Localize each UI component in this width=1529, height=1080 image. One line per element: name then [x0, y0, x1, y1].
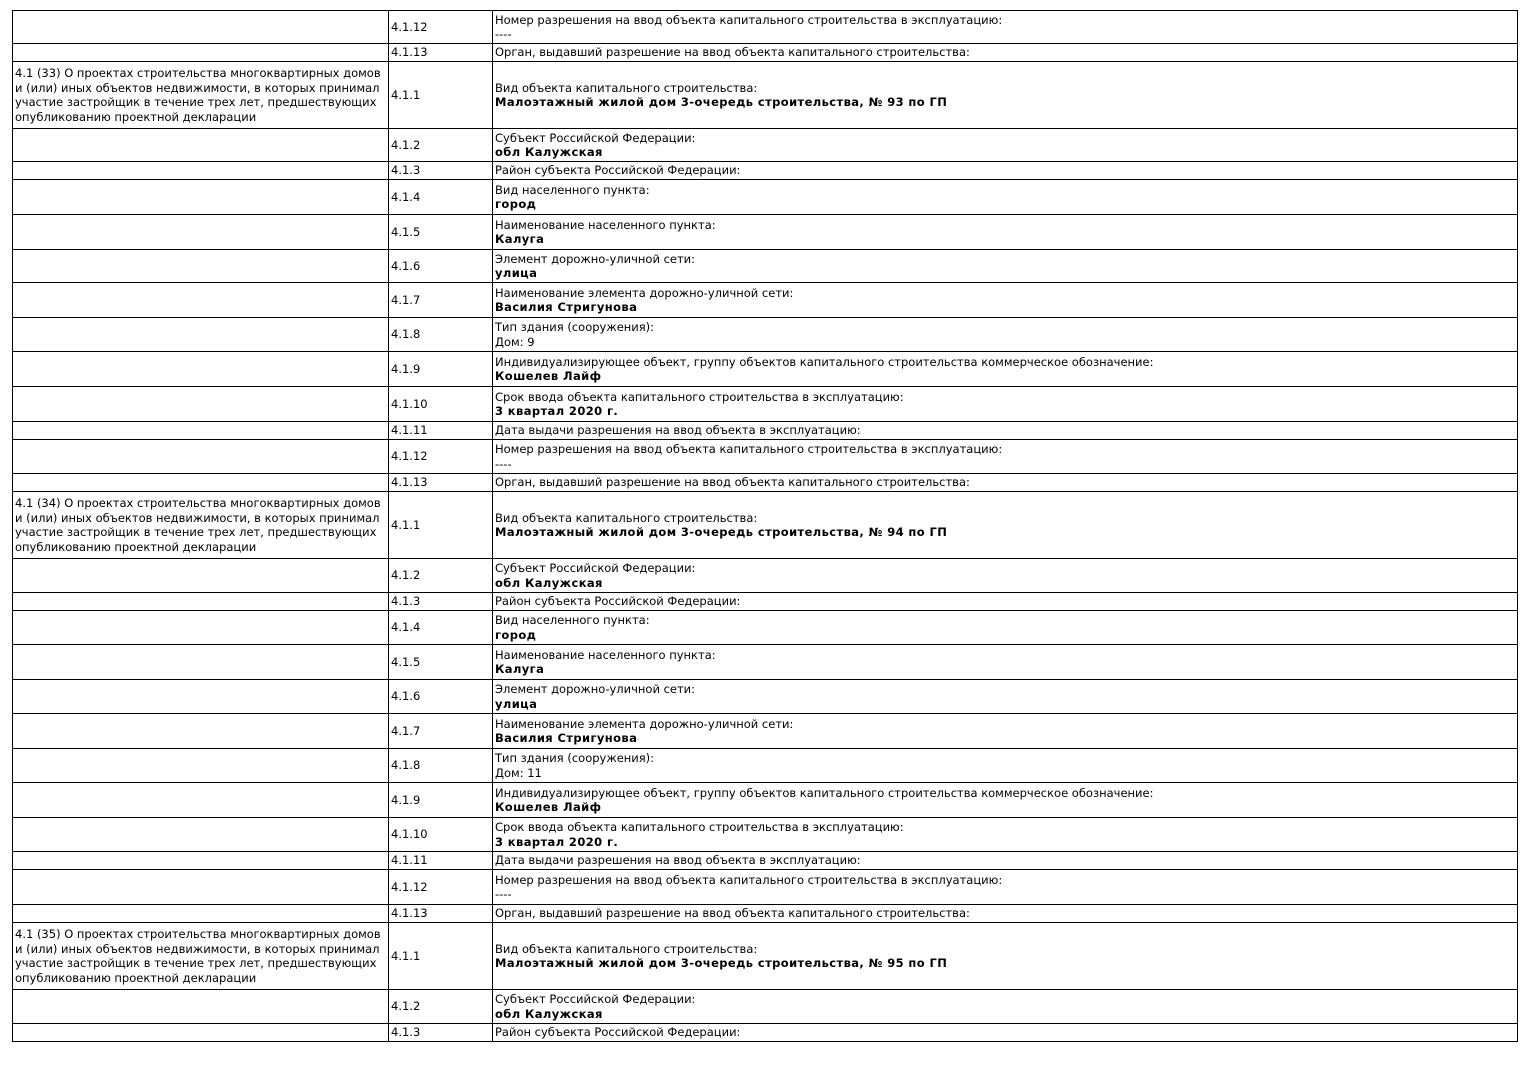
section-cell [13, 559, 389, 593]
table-row [13, 352, 1518, 387]
table-row [13, 990, 1518, 1024]
item-number: 4.1.7 [391, 292, 421, 307]
item-number-cell [389, 44, 493, 62]
table-row [13, 680, 1518, 714]
item-number: 4.1.7 [391, 723, 421, 738]
item-label: Орган, выдавший разрешение на ввод объекта капитального строительства: [495, 475, 970, 490]
item-number: 4.1.11 [391, 423, 428, 438]
item-label: Вид объекта капитального строительства: [495, 941, 758, 956]
item-value: Калуга [495, 232, 545, 246]
item-number-cell [389, 440, 493, 474]
item-label: Район субъекта Российской Федерации: [495, 163, 741, 178]
item-number-cell [389, 215, 493, 250]
item-content-cell [493, 714, 1518, 749]
item-label: Тип здания (сооружения): [495, 751, 655, 765]
item-label: Срок ввода объекта капитального строительства в эксплуатацию: [495, 389, 904, 404]
table-row [13, 749, 1518, 783]
table-row [13, 62, 1518, 129]
section-cell [13, 352, 389, 387]
section-cell [13, 11, 389, 44]
item-value: улица [495, 696, 538, 711]
item-content-cell [493, 492, 1518, 559]
table-row [13, 645, 1518, 680]
item-label: Вид населенного пункта: [495, 182, 650, 197]
item-number-cell [389, 11, 493, 44]
item-value: ---- [495, 27, 512, 41]
item-content-cell [493, 62, 1518, 129]
item-number-cell [389, 1024, 493, 1042]
item-label: Элемент дорожно-уличной сети: [495, 682, 696, 696]
table-row [13, 283, 1518, 318]
section-cell [13, 62, 389, 129]
item-number-cell [389, 559, 493, 593]
section-cell [13, 990, 389, 1024]
item-number-cell [389, 474, 493, 492]
section-cell [13, 714, 389, 749]
section-cell [13, 318, 389, 352]
item-number: 4.1.1 [391, 517, 421, 532]
item-number-cell [389, 783, 493, 818]
item-number-cell [389, 714, 493, 749]
item-value: 3 квартал 2020 г. [495, 404, 619, 418]
item-label: Орган, выдавший разрешение на ввод объекта капитального строительства: [495, 906, 970, 921]
item-content-cell [493, 129, 1518, 162]
item-label: Район субъекта Российской Федерации: [495, 1025, 741, 1040]
item-number-cell [389, 250, 493, 283]
item-number-cell [389, 283, 493, 318]
table-row [13, 492, 1518, 559]
section-cell [13, 680, 389, 714]
item-number-cell [389, 923, 493, 990]
item-number-cell [389, 129, 493, 162]
table-row [13, 129, 1518, 162]
section-cell [13, 1024, 389, 1042]
table-row [13, 593, 1518, 611]
item-number-cell [389, 645, 493, 680]
section-cell [13, 818, 389, 852]
item-label: Дата выдачи разрешения на ввод объекта в эксплуатацию: [495, 853, 861, 868]
item-number: 4.1.1 [391, 948, 421, 963]
item-value: Василия Стригунова [495, 731, 638, 745]
item-value: обл Калужская [495, 575, 603, 590]
item-number-cell [389, 352, 493, 387]
item-content-cell [493, 250, 1518, 283]
item-number: 4.1.3 [391, 163, 421, 178]
item-value: Кошелев Лайф [495, 369, 602, 383]
item-label: Наименование элемента дорожно-уличной сети: [495, 716, 794, 731]
table-row [13, 818, 1518, 852]
section-cell [13, 905, 389, 923]
section-cell [13, 44, 389, 62]
table-row [13, 852, 1518, 870]
item-content-cell [493, 905, 1518, 923]
declaration-table-body [13, 11, 1518, 1042]
item-number: 4.1.13 [391, 45, 428, 60]
item-label: Вид населенного пункта: [495, 613, 650, 627]
section-cell [13, 645, 389, 680]
item-number-cell [389, 749, 493, 783]
section-cell [13, 180, 389, 215]
table-row [13, 11, 1518, 44]
table-row [13, 44, 1518, 62]
item-number-cell [389, 990, 493, 1024]
item-content-cell [493, 923, 1518, 990]
item-value: ---- [495, 887, 512, 901]
item-content-cell [493, 645, 1518, 680]
item-label: Субъект Российской Федерации: [495, 130, 696, 145]
item-number-cell [389, 818, 493, 852]
table-row [13, 318, 1518, 352]
section-cell [13, 215, 389, 250]
item-number: 4.1.3 [391, 1025, 421, 1040]
item-number-cell [389, 318, 493, 352]
section-title: 4.1 (35) О проектах строительства многоквартирных домов и (или) иных объектов недвижимости, в которых принимал участие застройщик в течение трех лет, предшествующих опубликованию проектной декларации [15, 927, 381, 985]
item-label: Элемент дорожно-уличной сети: [495, 251, 696, 266]
section-cell [13, 783, 389, 818]
item-value: Дом: 9 [495, 334, 535, 349]
item-label: Наименование населенного пункта: [495, 647, 716, 662]
item-content-cell [493, 180, 1518, 215]
item-number: 4.1.6 [391, 689, 421, 704]
item-label: Индивидуализирующее объект, группу объектов капитального строительства коммерческое обозначение: [495, 354, 1154, 369]
item-label: Тип здания (сооружения): [495, 320, 655, 334]
table-row [13, 474, 1518, 492]
section-cell [13, 250, 389, 283]
item-number-cell [389, 680, 493, 714]
section-cell [13, 162, 389, 180]
section-cell [13, 283, 389, 318]
item-value: 3 квартал 2020 г. [495, 834, 619, 849]
item-content-cell [493, 352, 1518, 387]
item-number: 4.1.10 [391, 396, 428, 411]
table-row [13, 1024, 1518, 1042]
item-value: Кошелев Лайф [495, 800, 602, 814]
section-cell [13, 129, 389, 162]
item-label: Вид объекта капитального строительства: [495, 510, 758, 525]
item-number-cell [389, 905, 493, 923]
item-content-cell [493, 611, 1518, 645]
table-row [13, 387, 1518, 422]
item-label: Номер разрешения на ввод объекта капитального строительства в эксплуатацию: [495, 442, 1003, 456]
item-number: 4.1.9 [391, 361, 421, 376]
item-number: 4.1.4 [391, 189, 421, 204]
item-value: Калуга [495, 662, 545, 676]
item-content-cell [493, 559, 1518, 593]
item-label: Вид объекта капитального строительства: [495, 80, 758, 95]
item-number: 4.1.5 [391, 224, 421, 239]
item-label: Наименование населенного пункта: [495, 217, 716, 232]
item-number: 4.1.8 [391, 327, 421, 342]
item-content-cell [493, 11, 1518, 44]
item-content-cell [493, 387, 1518, 422]
item-number-cell [389, 593, 493, 611]
item-label: Район субъекта Российской Федерации: [495, 594, 741, 609]
item-number-cell [389, 62, 493, 129]
table-row [13, 180, 1518, 215]
item-number: 4.1.12 [391, 879, 428, 894]
item-value: Малоэтажный жилой дом 3-очередь строительства, № 94 по ГП [495, 525, 948, 539]
item-content-cell [493, 1024, 1518, 1042]
item-number: 4.1.10 [391, 827, 428, 842]
item-content-cell [493, 440, 1518, 474]
table-row [13, 870, 1518, 905]
item-label: Субъект Российской Федерации: [495, 992, 696, 1006]
item-number: 4.1.12 [391, 19, 428, 34]
item-value: город [495, 627, 537, 642]
section-cell [13, 387, 389, 422]
table-row [13, 215, 1518, 250]
item-number: 4.1.13 [391, 475, 428, 490]
item-content-cell [493, 818, 1518, 852]
item-label: Срок ввода объекта капитального строительства в эксплуатацию: [495, 820, 904, 834]
table-row [13, 559, 1518, 593]
item-value: город [495, 197, 537, 211]
item-number-cell [389, 870, 493, 905]
table-row [13, 422, 1518, 440]
table-row [13, 714, 1518, 749]
item-number: 4.1.2 [391, 568, 421, 583]
section-cell [13, 492, 389, 559]
item-number: 4.1.4 [391, 620, 421, 635]
item-label: Субъект Российской Федерации: [495, 561, 696, 575]
table-row [13, 905, 1518, 923]
item-number: 4.1.2 [391, 137, 421, 152]
item-value: Василия Стригунова [495, 300, 638, 314]
section-title: 4.1 (34) О проектах строительства многоквартирных домов и (или) иных объектов недвижимости, в которых принимал участие застройщик в течение трех лет, предшествующих опубликованию проектной декларации [15, 496, 381, 554]
item-number-cell [389, 180, 493, 215]
item-label: Орган, выдавший разрешение на ввод объекта капитального строительства: [495, 45, 970, 60]
section-cell [13, 474, 389, 492]
item-content-cell [493, 593, 1518, 611]
item-number: 4.1.2 [391, 999, 421, 1014]
item-number: 4.1.1 [391, 87, 421, 102]
section-cell [13, 852, 389, 870]
item-number: 4.1.8 [391, 758, 421, 773]
item-number-cell [389, 611, 493, 645]
item-content-cell [493, 680, 1518, 714]
table-row [13, 783, 1518, 818]
item-label: Номер разрешения на ввод объекта капитального строительства в эксплуатацию: [495, 12, 1003, 27]
item-content-cell [493, 474, 1518, 492]
item-number: 4.1.13 [391, 906, 428, 921]
item-number-cell [389, 387, 493, 422]
section-title: 4.1 (33) О проектах строительства многоквартирных домов и (или) иных объектов недвижимости, в которых принимал участие застройщик в течение трех лет, предшествующих опубликованию проектной декларации [15, 66, 381, 124]
item-content-cell [493, 990, 1518, 1024]
item-content-cell [493, 215, 1518, 250]
table-row [13, 923, 1518, 990]
item-number-cell [389, 422, 493, 440]
section-cell [13, 422, 389, 440]
table-row [13, 611, 1518, 645]
item-value: Малоэтажный жилой дом 3-очередь строительства, № 95 по ГП [495, 956, 948, 970]
item-value: обл Калужская [495, 145, 603, 159]
item-content-cell [493, 870, 1518, 905]
item-label: Дата выдачи разрешения на ввод объекта в эксплуатацию: [495, 423, 861, 438]
section-cell [13, 923, 389, 990]
item-value: улица [495, 266, 538, 280]
item-content-cell [493, 749, 1518, 783]
item-content-cell [493, 318, 1518, 352]
item-value: обл Калужская [495, 1006, 603, 1021]
item-number: 4.1.6 [391, 258, 421, 273]
item-label: Наименование элемента дорожно-уличной сети: [495, 285, 794, 300]
item-label: Номер разрешения на ввод объекта капитального строительства в эксплуатацию: [495, 872, 1003, 887]
item-value: ---- [495, 456, 512, 471]
item-number: 4.1.5 [391, 654, 421, 669]
section-cell [13, 870, 389, 905]
item-label: Индивидуализирующее объект, группу объектов капитального строительства коммерческое обозначение: [495, 785, 1154, 800]
section-cell [13, 593, 389, 611]
table-row [13, 440, 1518, 474]
item-value: Дом: 11 [495, 765, 542, 780]
item-number: 4.1.12 [391, 449, 428, 464]
item-content-cell [493, 44, 1518, 62]
section-cell [13, 749, 389, 783]
item-number-cell [389, 852, 493, 870]
item-number: 4.1.3 [391, 594, 421, 609]
item-content-cell [493, 422, 1518, 440]
section-cell [13, 611, 389, 645]
item-number: 4.1.9 [391, 792, 421, 807]
item-content-cell [493, 783, 1518, 818]
item-content-cell [493, 852, 1518, 870]
item-number: 4.1.11 [391, 853, 428, 868]
item-number-cell [389, 162, 493, 180]
item-content-cell [493, 283, 1518, 318]
item-content-cell [493, 162, 1518, 180]
item-value: Малоэтажный жилой дом 3-очередь строительства, № 93 по ГП [495, 95, 948, 109]
section-cell [13, 440, 389, 474]
table-row [13, 250, 1518, 283]
declaration-table [12, 10, 1518, 1042]
table-row [13, 162, 1518, 180]
item-number-cell [389, 492, 493, 559]
